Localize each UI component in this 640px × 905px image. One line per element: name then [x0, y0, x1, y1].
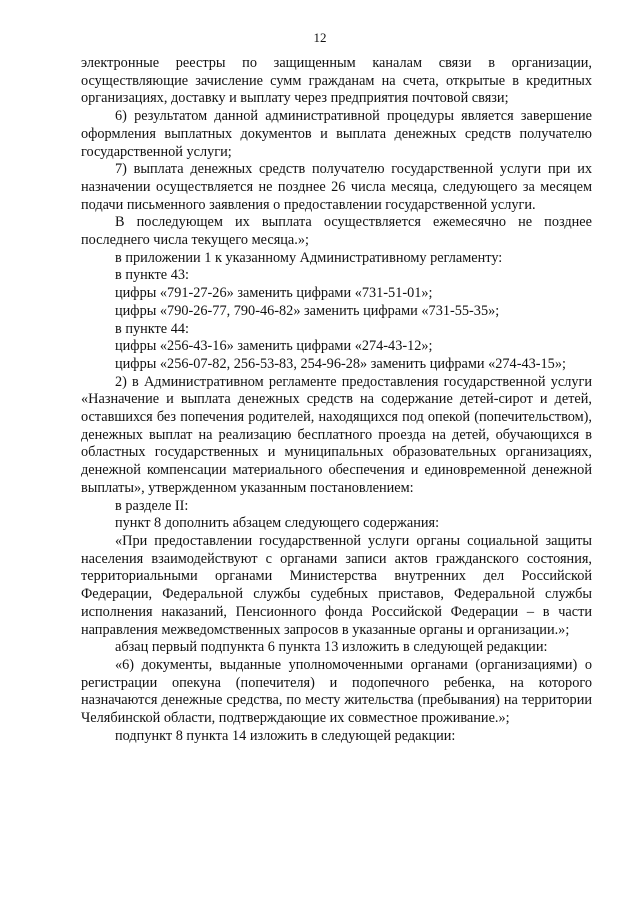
paragraph: в разделе II:	[115, 497, 189, 514]
paragraph: «При предоставлении государственной услуги органы социальной защиты населения взаимодействуют с органами записи актов гражданского состояния, территориальными органами Министерства внутренних дел Российской Федерации, Федеральной службы судебных приставов, Федеральной службы исполнения наказаний, Пенсионного фонда Российской Федерации – в части направления межведомственных запросов в указанные органы и организации.»;	[81, 532, 592, 638]
paragraph: В последующем их выплата осуществляется ежемесячно не позднее последнего числа текущего месяца.»;	[81, 214, 592, 249]
paragraph: электронные реестры по защищенным каналам связи в организации, осуществляющие зачисление сумм гражданам на счета, открытые в кредитных организациях, доставку и выплату через предприятия почтовой связи;	[81, 55, 592, 107]
paragraph: 2) в Административном регламенте предоставления государственной услуги «Назначение и выплата денежных средств на содержание детей-сирот и детей, оставшихся без попечения родителей, находящихся под опекой (попечительством), денежных выплат на реализацию бесплатного проезда на детей, обучающихся в областных государственных и муниципальных образовательных организациях, денежной компенсации материального обеспечения и единовременной денежной выплаты», утвержденном указанным постановлением:	[81, 373, 592, 496]
paragraph: 6) результатом данной административной процедуры является завершение оформления выплатных документов и выплата денежных средств получателю государственной услуги;	[81, 108, 592, 160]
document-body	[81, 55, 592, 745]
paragraph: в приложении 1 к указанному Административному регламенту:	[115, 249, 503, 266]
paragraph: «6) документы, выданные уполномоченными органами (организациями) о регистрации опекуна (попечителя) и подопечного ребенка, на которого назначаются денежные средства, по месту жительства (пребывания) на территории Челябинской области, подтверждающие их совместное проживание.»;	[81, 656, 592, 727]
paragraph: в пункте 43:	[115, 267, 189, 284]
paragraph: подпункт 8 пункта 14 изложить в следующей редакции:	[115, 727, 456, 744]
paragraph: цифры «256-43-16» заменить цифрами «274-43-12»;	[115, 338, 433, 355]
paragraph: 7) выплата денежных средств получателю государственной услуги при их назначении осуществляется не позднее 26 числа месяца, следующего за месяцем подачи письменного заявления о предоставлении государственной услуги.	[81, 161, 592, 213]
paragraph: пункт 8 дополнить абзацем следующего содержания:	[115, 515, 440, 532]
paragraph: цифры «791-27-26» заменить цифрами «731-51-01»;	[115, 285, 433, 302]
paragraph: абзац первый подпункта 6 пункта 13 изложить в следующей редакции:	[115, 639, 548, 656]
page-number: 12	[313, 30, 327, 45]
paragraph: цифры «256-07-82, 256-53-83, 254-96-28» заменить цифрами «274-43-15»;	[115, 355, 566, 372]
paragraph: в пункте 44:	[115, 320, 189, 337]
paragraph: цифры «790-26-77, 790-46-82» заменить цифрами «731-55-35»;	[115, 302, 500, 319]
